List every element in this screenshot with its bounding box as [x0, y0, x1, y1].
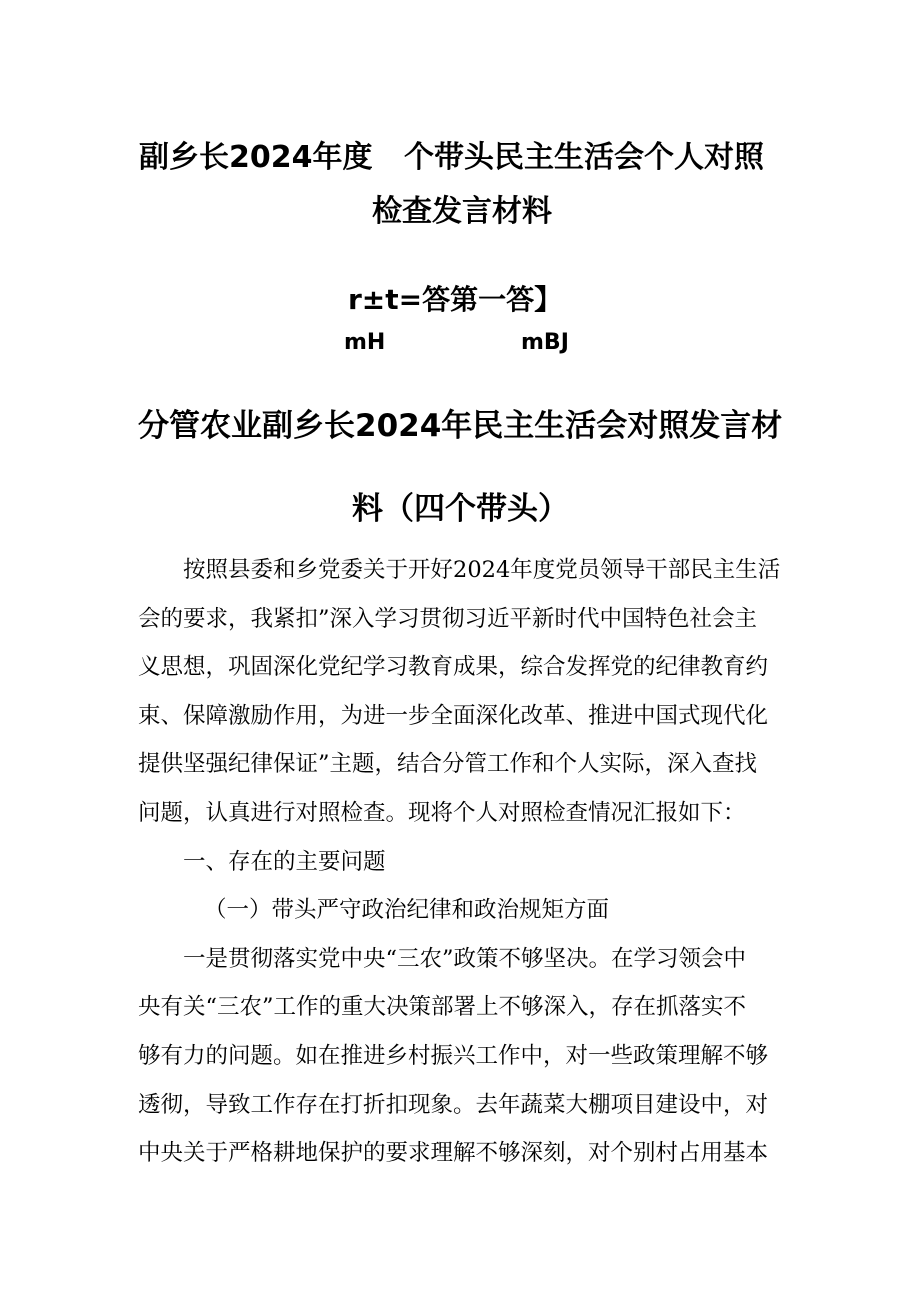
body-line: 央有关“三农”工作的重大决策部署上不够深入，存在抓落实不 [138, 994, 747, 1021]
body-line: 够有力的问题。如在推进乡村振兴工作中，对一些政策理解不够 [138, 1042, 769, 1069]
doc-title-part-1: 副乡长2024年度 [139, 140, 373, 175]
body-line: 问题，认真进行对照检查。现将个人对照检查情况汇报如下： [138, 799, 746, 826]
body-line: 束、保障激励作用，为进一步全面深化改革、推进中国式现代化 [138, 702, 769, 729]
subheading-political-discipline: （一）带头严守政治纪律和政治规矩方面 [204, 897, 610, 924]
section-title-line-2: 料（四个带头） [352, 491, 569, 527]
garbled-text-mbj: mBJ [521, 330, 569, 355]
body-line: 按照县委和乡党委关于开好2024年度党员领导干部民主生活 [183, 557, 781, 583]
body-line: 一是贯彻落实党中央“三农”政策不够坚决。在学习领会中 [183, 945, 747, 972]
body-text [138, 546, 788, 1178]
garbled-text-mh: mH [344, 330, 386, 355]
body-line: 会的要求，我紧扣”深入学习贯彻习近平新时代中国特色社会主 [138, 605, 758, 632]
catalog-line: r±t=答第一答】 [348, 283, 563, 316]
heading-main-problems: 一、存在的主要问题 [183, 848, 386, 875]
section-title-line-1: 分管农业副乡长2024年民主生活会对照发言材 [138, 408, 783, 444]
doc-title-line-2: 检查发言材料 [372, 194, 552, 229]
doc-title-part-2: 个带头民主生活会个人对照 [404, 140, 764, 175]
body-line: 中央关于严格耕地保护的要求理解不够深刻，对个别村占用基本 [138, 1140, 769, 1167]
body-line: 提供坚强纪律保证”主题，结合分管工作和个人实际，深入查找 [138, 751, 758, 778]
body-line: 义思想，巩固深化党纪学习教育成果，综合发挥党的纪律教育约 [138, 654, 769, 681]
body-line: 透彻，导致工作存在打折扣现象。去年蔬菜大棚项目建设中，对 [138, 1091, 769, 1118]
